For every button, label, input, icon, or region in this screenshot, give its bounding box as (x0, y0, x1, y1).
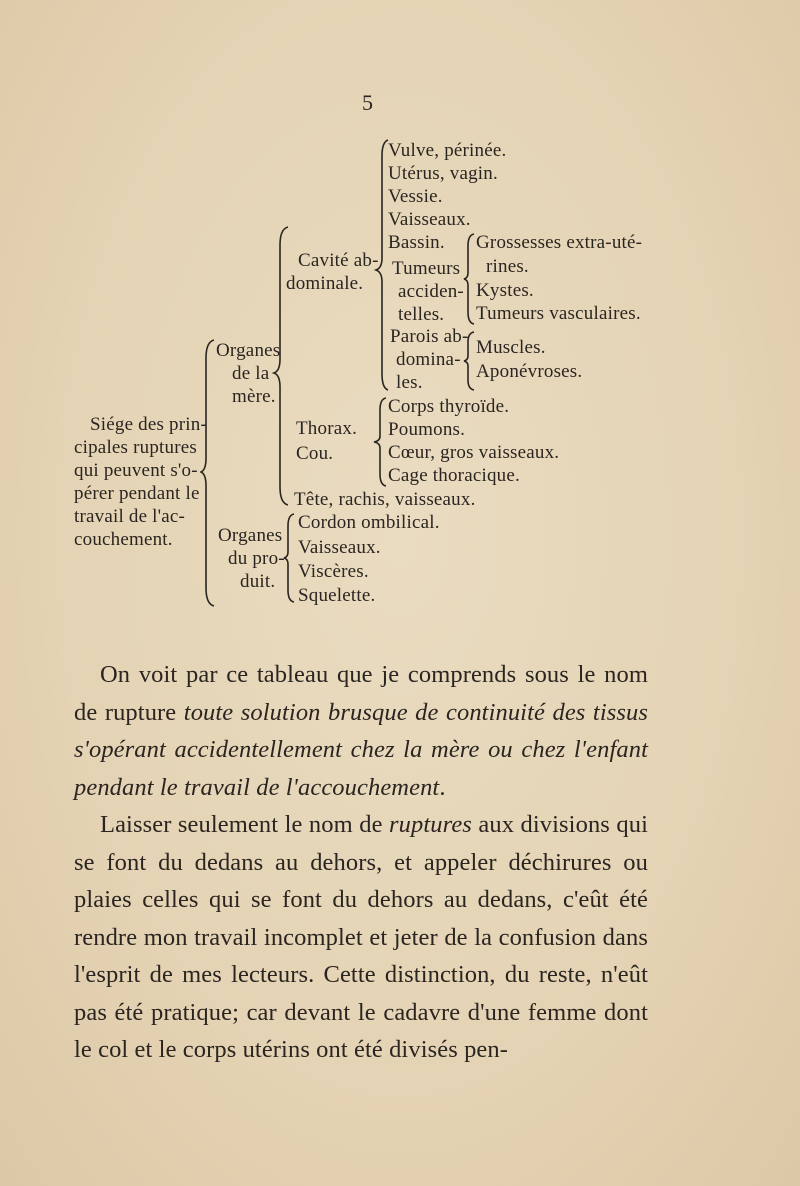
brace-thorax (372, 396, 388, 488)
tete-item: Tête, rachis, vaisseaux. (294, 489, 476, 510)
paragraph-2: Laisser seulement le nom de ruptures aux divisions qui se font du dedans au dehors, et appeler déchirures ou plaies celles qui se font du dehors au dedans, c'eût été rendre mon travail incomplet et jeter de la confusion dans l'esprit de mes lecteurs. Cette distinction, du reste, n'eût pas été pratique; car devant le cadavre d'une femme dont le col et le corps utérins ont été divisés pen- (74, 811, 648, 1063)
brace-produit (282, 512, 296, 604)
brace-root (200, 338, 220, 608)
document-page: 5 Siége des prin- cipales ruptures qui peuvent s'o- pérer pendant le travail de l'ac- couchement. Organes de la mère. Organes du pro- duit. Cordon ombilical. Vaisseaux. Viscères. Squelette. Cavité ab- dominale. Vulve, périnée. Utérus, vagin. Vessie. Vaisseaux. Bassin. Tumeurs acciden- telles. Grossesses extra-uté- rines. Kystes. Tumeurs vasculaires. Parois ab- domina- les. Muscles. Aponévroses. Thorax. Cou. Corps thyroïde. Poumons. Cœur, gros vaisseaux. Cage thoracique. Tête, rachis, vaisseaux. On voit par ce tableau que je comprends sous le nom de rupture toute solution brusque de continuité des tissus s'opérant accidentellement chez la mère ou chez l'enfant pendant le travail de l'accouchement. Laisser seulement le nom de ruptures aux divisions qui se font du dedans au dehors, et appeler déchirures ou plaies celles qui se font du dehors au dedans, c'eût été rendre mon travail incomplet et jeter de la confusion dans l'esprit de mes lecteurs. Cette distinction, du reste, n'eût pas été pratique; car devant le cadavre d'une femme dont le col et le corps utérins ont été divisés pen- (0, 0, 800, 1186)
page-number: 5 (362, 90, 373, 115)
brace-tumeurs (462, 232, 476, 326)
brace-parois (462, 330, 476, 392)
prose-body (74, 656, 648, 1069)
brace-mere (250, 225, 290, 507)
paragraph-1: On voit par ce tableau que je comprends sous le nom de rupture toute solution brusque de continuité des tissus s'opérant accidentellement chez la mère ou chez l'enfant pendant le travail de l'accouchement. (74, 661, 648, 801)
